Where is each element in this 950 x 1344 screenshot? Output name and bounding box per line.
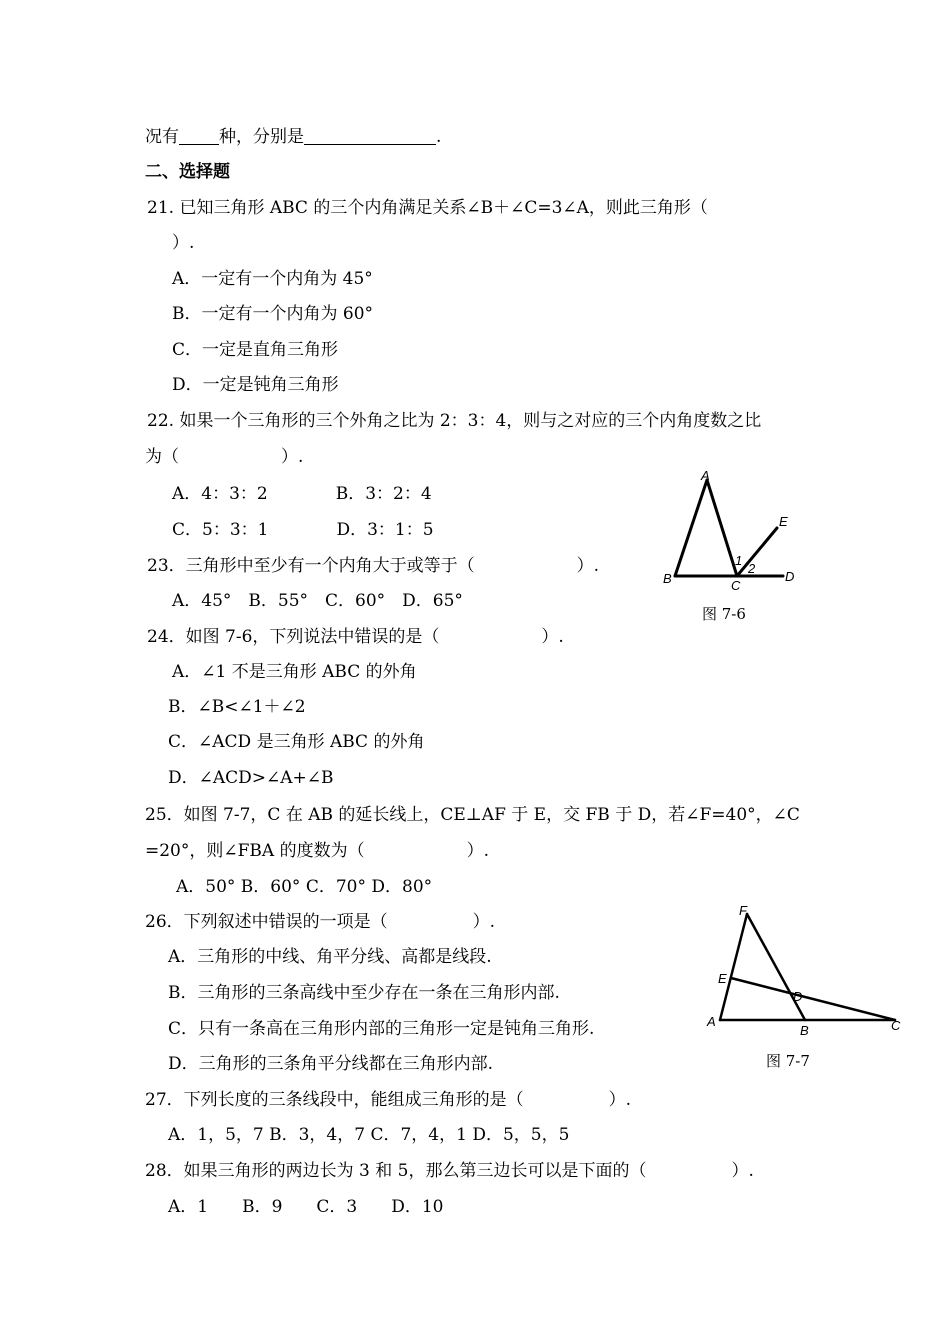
label-c: C	[731, 578, 741, 590]
figure-7-7	[705, 902, 905, 1037]
section-title: 二、选择题	[145, 162, 230, 182]
option-26d: D．三角形的三条角平分线都在三角形内部.	[168, 1054, 494, 1074]
question-24: 24．如图 7-6，下列说法中错误的是（ ）.	[147, 627, 564, 647]
option-26c: C．只有一条高在三角形内部的三角形一定是钝角三角形.	[168, 1019, 595, 1039]
question-28: 28．如果三角形的两边长为 3 和 5，那么第三边长可以是下面的（ ）.	[145, 1161, 754, 1181]
label-a: A	[701, 468, 710, 483]
question-26: 26．下列叙述中错误的一项是（ ）.	[145, 912, 496, 932]
option-26b: B．三角形的三条高线中至少存在一条在三角形内部.	[168, 983, 560, 1003]
figure-7-6-caption: 图 7-6	[702, 605, 746, 623]
options-27: A．1，5，7 B．3，4，7 C．7，4，1 D．5，5，5	[168, 1125, 570, 1145]
label-b: B	[800, 1023, 809, 1037]
question-21-end: ）.	[172, 233, 195, 253]
label-d: D	[785, 569, 795, 584]
label-e: E	[718, 971, 727, 986]
label-b: B	[663, 571, 672, 586]
answer-blank	[304, 126, 436, 145]
answer-blank	[179, 126, 219, 145]
label-f: F	[739, 903, 747, 918]
options-28: A．1 B．9 C．3 D．10	[168, 1197, 444, 1217]
options-23: A．45° B．55° C．60° D．65°	[172, 591, 463, 611]
options-22cd: C．5：3：1 D．3：1：5	[172, 520, 434, 540]
segment-fb	[747, 914, 805, 1020]
figure-7-6	[655, 468, 805, 590]
options-25: A．50° B．60° C．70° D．80°	[176, 877, 433, 897]
option-26a: A．三角形的中线、角平分线、高都是线段.	[168, 947, 492, 967]
top-line-text: 况有	[145, 127, 179, 147]
option-24d: D．∠ACD>∠A+∠B	[168, 768, 334, 788]
label-d: D	[793, 989, 803, 1004]
question-22-end: 为（ ）.	[145, 447, 304, 467]
question-25-end: =20°，则∠FBA 的度数为（ ）.	[145, 841, 489, 861]
label-c: C	[891, 1018, 901, 1033]
segment-af	[720, 914, 747, 1020]
question-21: 21. 已知三角形 ABC 的三个内角满足关系∠B＋∠C=3∠A，则此三角形（	[147, 198, 708, 218]
top-line-text: .	[436, 127, 442, 147]
option-24b: B．∠B<∠1＋∠2	[168, 697, 306, 717]
label-angle-2: 2	[748, 561, 756, 576]
segment-ac	[707, 480, 737, 576]
question-25: 25．如图 7-7，C 在 AB 的延长线上，CE⊥AF 于 E，交 FB 于 D，若∠F=40°，∠C	[145, 805, 800, 825]
top-line-text: 种，分别是	[219, 127, 304, 147]
segment-ab	[675, 480, 707, 576]
question-22: 22. 如果一个三角形的三个外角之比为 2：3：4，则与之对应的三个内角度数之比	[147, 411, 762, 431]
label-angle-1: 1	[735, 553, 743, 568]
options-22ab: A．4：3：2 B．3：2：4	[172, 484, 432, 504]
option-24c: C．∠ACD 是三角形 ABC 的外角	[168, 732, 425, 752]
option-21a: A．一定有一个内角为 45°	[172, 269, 373, 289]
figure-7-7-caption: 图 7-7	[766, 1052, 810, 1070]
option-21c: C．一定是直角三角形	[172, 340, 339, 360]
question-27: 27．下列长度的三条线段中，能组成三角形的是（ ）.	[145, 1090, 632, 1110]
top-line	[145, 126, 441, 148]
question-23: 23．三角形中至少有一个内角大于或等于（ ）.	[147, 556, 600, 576]
segment-ec	[731, 978, 895, 1020]
label-e: E	[779, 514, 788, 529]
option-21b: B．一定有一个内角为 60°	[172, 304, 374, 324]
segment-ce	[737, 528, 777, 576]
label-a: A	[707, 1014, 716, 1029]
option-21d: D．一定是钝角三角形	[172, 375, 339, 395]
option-24a: A．∠1 不是三角形 ABC 的外角	[172, 662, 417, 682]
